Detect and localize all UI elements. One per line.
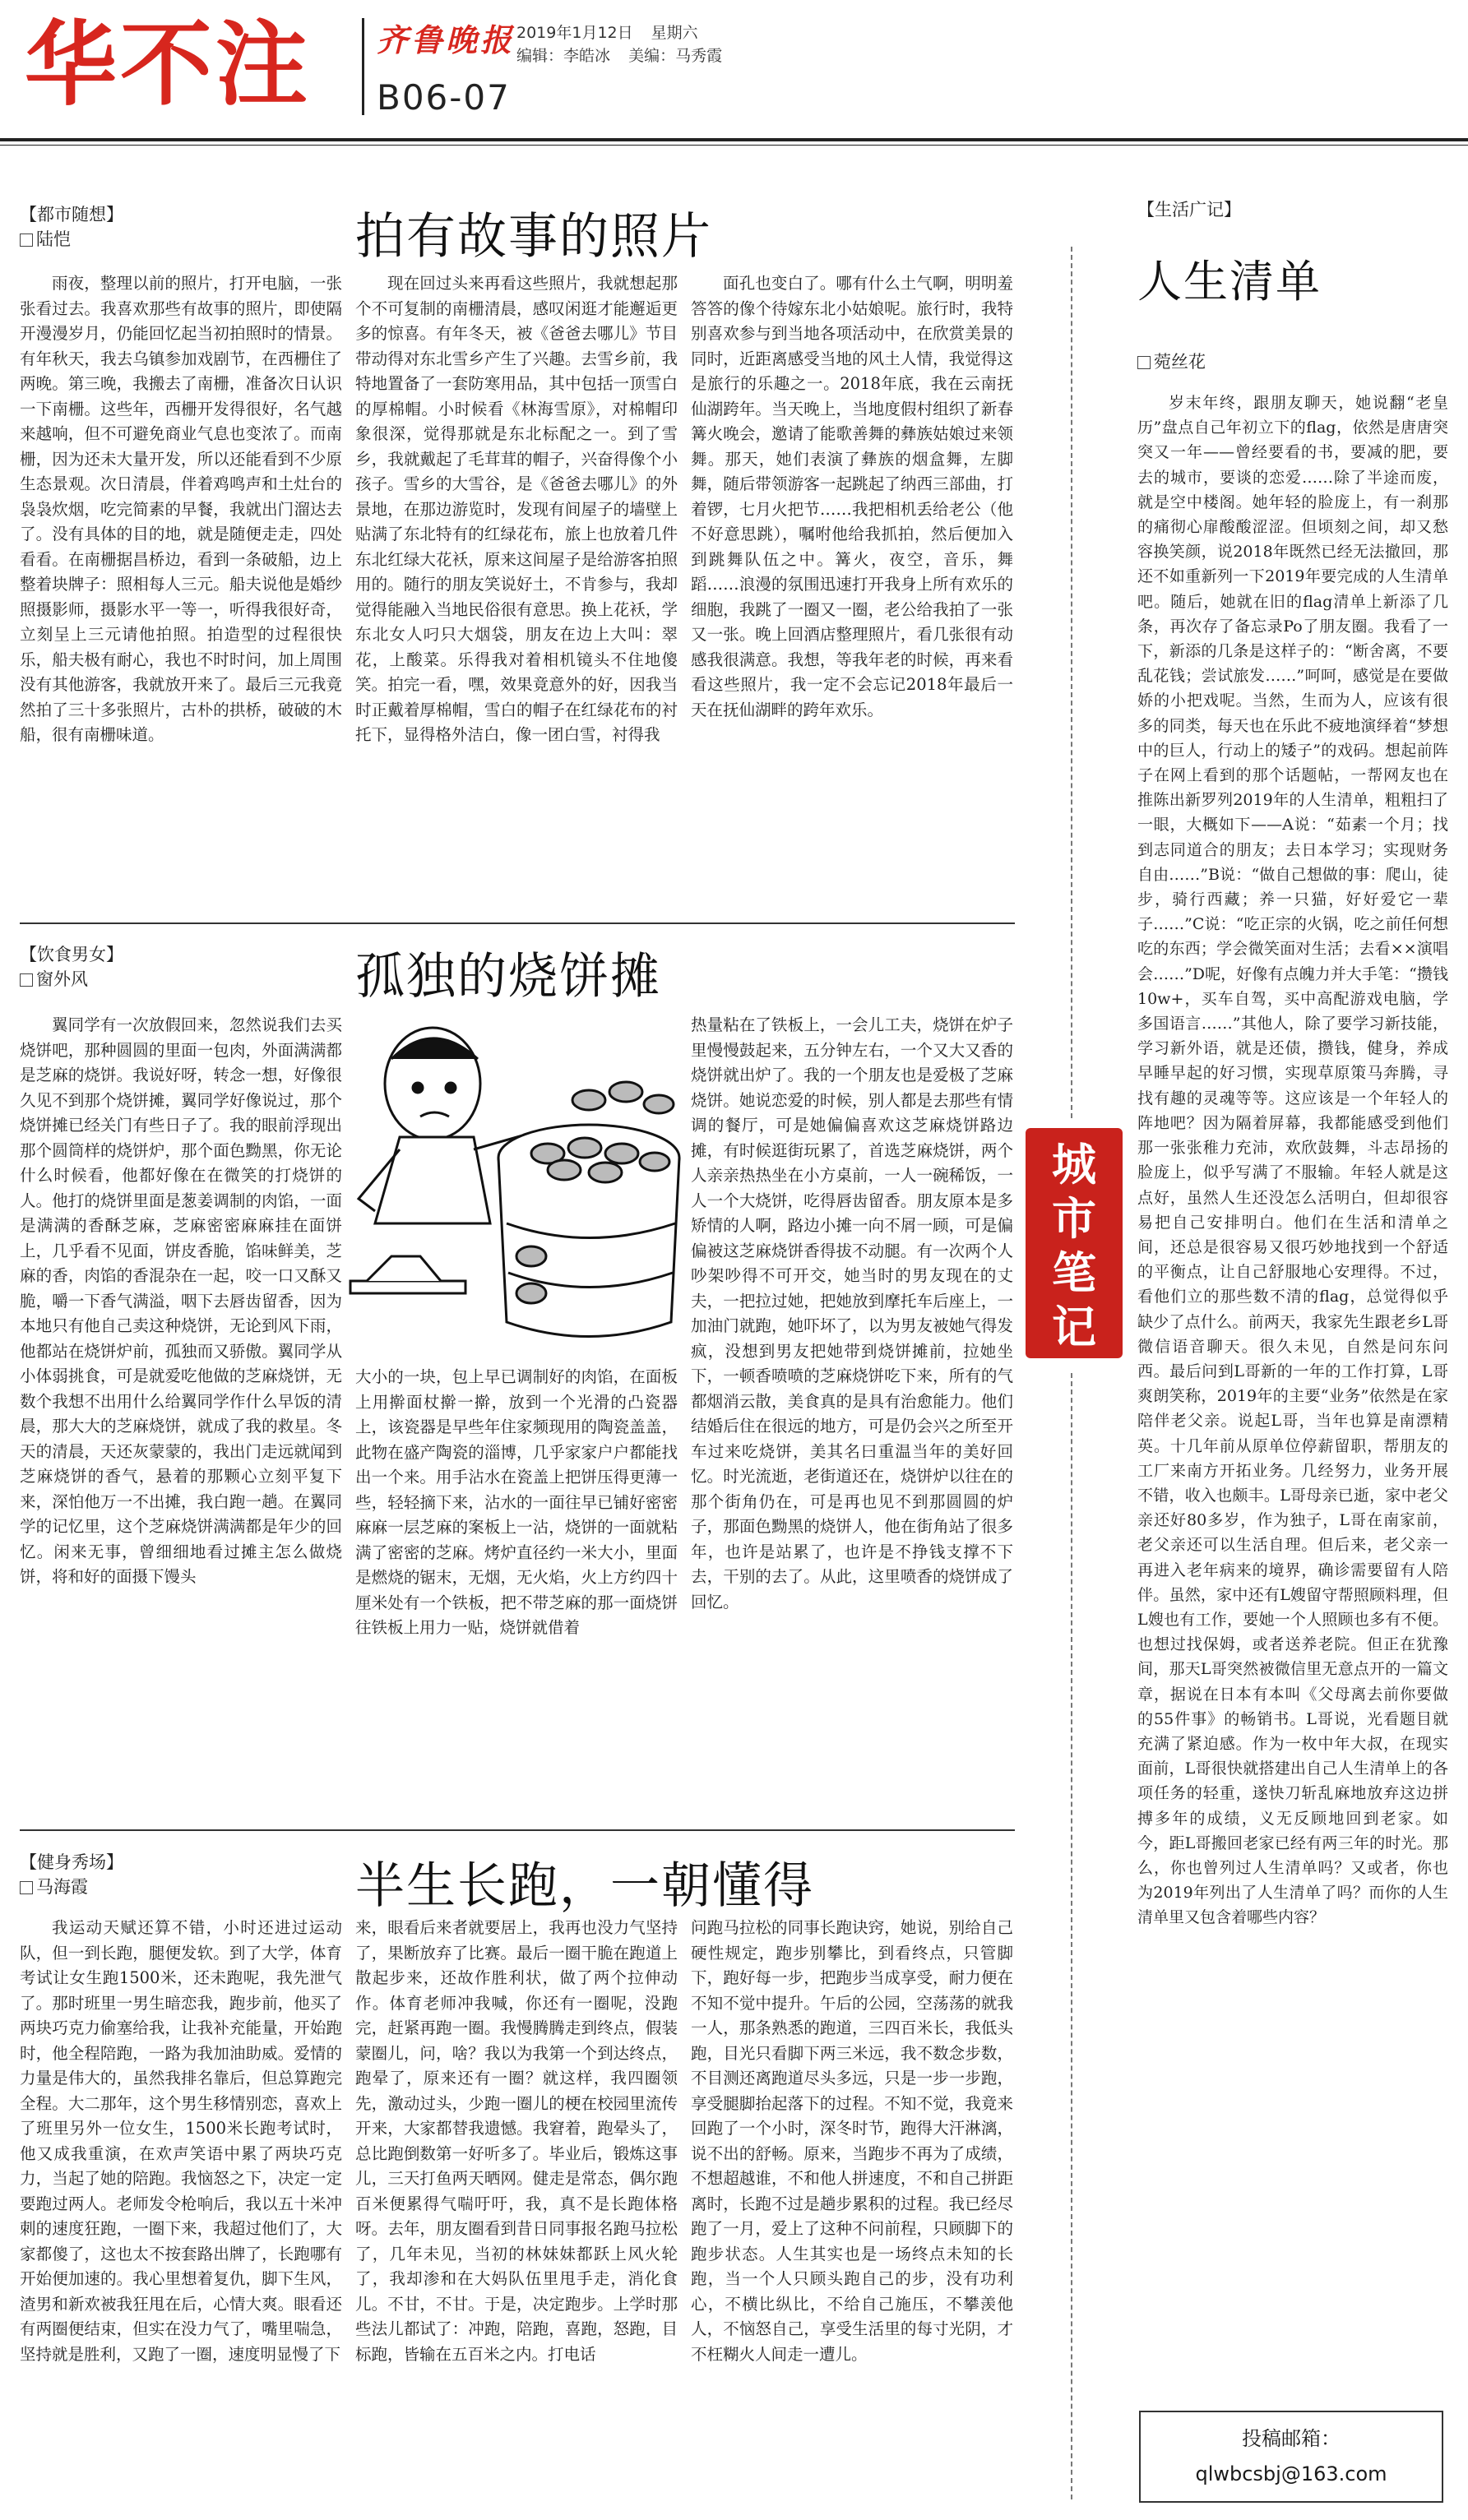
- article3-author: 马海霞: [20, 1875, 176, 1899]
- article2-text-col1: 翼同学有一次放假回来，忽然说我们去买烧饼吧，那种圆圆的里面一包肉，外面满满都是芝麻的烧饼。我说好呀，转念一想，好像很久见不到那个烧饼摊，翼同学好像说过，那个烧饼摊已经关门有些日子了。我的眼前浮现出那个圆筒样的烧饼炉，那个面色黝黑，你无论什么时候看，他都好像在在微笑的打烧饼的人。他打的烧饼里面是葱姜调制的肉馅，一面是满满的香酥芝麻，芝麻密密麻麻挂在面饼上，几乎看不见面，饼皮香脆，馅味鲜美，芝麻的香，肉馅的香混杂在一起，咬一口又酥又脆，嚼一下香气满溢，咽下去唇齿留香，因为本地只有他自己卖这种烧饼，无论到风下雨，他都站在烧饼炉前，孤独而又骄傲。翼同学从小体弱挑食，可是就爱吃他做的芝麻烧饼，无数个我想不出用什么给翼同学作什么早饭的清晨，那大大的芝麻烧饼，就成了我的救星。冬天的清晨，天还灰蒙蒙的，我出门走远就闻到芝麻烧饼的香气，悬着的那颗心立刻平复下来，深怕他万一不出摊，我白跑一趟。在翼同学的记忆里，这个芝麻烧饼满满都是年少的回忆。闲来无事，曾细细地看过摊主怎么做烧饼，将和好的面摄下馒头: [20, 1015, 342, 1586]
- masthead-meta: [516, 21, 735, 67]
- article2-byline: [20, 942, 176, 1000]
- section-title: 华不注: [25, 12, 311, 118]
- article3-text-col3: 问跑马拉松的同事长跑诀窍，她说，别给自己硬性规定，跑步别攀比，到看终点，只管脚下，跑好每一步，把跑步当成享受，耐力便在不知不觉中提升。午后的公园，空荡荡的就我一人，那条熟悉的跑道，三四百米长，我低头跑，目光只看脚下两三米远，我不数念步数，不目测还离跑道尽头多远，只是一步一步跑，享受腿脚抬起落下的过程。不知不觉，我竟来回跑了一个小时，深冬时节，跑得大汗淋漓，说不出的舒畅。原来，当跑步不再为了成绩，不想超越谁，不和他人拼速度，不和自己拼距离时，长跑不过是趟步累积的过程。我已经尽跑了一月，爱上了这种不问前程，只顾脚下的跑步状态。人生其实也是一场终点未知的长跑，当一个人只顾头跑自己的步，没有功利心，不横比纵比，不给自己施压，不攀羡他人，不恼怒自己，享受生活里的每寸光阴，才不枉糊火人间走一遭儿。: [691, 1918, 1013, 2364]
- article1-text-col2: 现在回过头来再看这些照片，我就想起那个不可复制的南栅清晨，感叹闲逛才能邂逅更多的惊喜。有年冬天，被《爸爸去哪儿》节目带动得对东北雪乡产生了兴趣。去雪乡前，我特地置备了一套防寒用品，其中包括一顶雪白的厚棉帽。小时候看《林海雪原》，对棉帽印象很深，觉得那就是东北标配之一。到了雪乡，我就戴起了毛茸茸的帽子，兴奋得像个小孩子。雪乡的大雪谷，是《爸爸去哪儿》的外景地，在那边游览时，发现有间屋子的墙壁上贴满了东北特有的红绿花布，旅上也放着几件东北红绿大花袄，原来这间屋子是给游客拍照用的。随行的朋友笑说好土，不肯参与，我却觉得能融入当地民俗很有意思。换上花袄，学东北女人叼只大烟袋，朋友在边上大叫：翠花，上酸菜。乐得我对着相机镜头不住地傻笑。拍完一看，嘿，效果竟意外的好，因我当时正戴着厚棉帽，雪白的帽子在红绿花布的衬托下，显得格外洁白，像一团白雪，衬得我: [355, 274, 678, 744]
- masthead-rule: [0, 138, 1468, 141]
- article2-author: 窗外风: [20, 967, 176, 992]
- submission-email[interactable]: qlwbcsbj@163.com: [1195, 2462, 1387, 2485]
- masthead-divider: [362, 18, 364, 115]
- article1-text-col3: 面孔也变白了。哪有什么土气啊，明明羞答答的像个待嫁东北小姑娘呢。旅行时，我特别喜欢参与到当地各项活动中，在欣赏美景的同时，近距离感受当地的风土人情，我觉得这是旅行的乐趣之一。2018年底，我在云南抚仙湖跨年。当天晚上，当地度假村组织了新春篝火晚会，邀请了能歌善舞的彝族姑娘过来领舞。那天，她们表演了彝族的烟盒舞，左脚舞，随后带领游客一起跳起了纳西三部曲，打着锣，七月火把节……我把相机丢给老公（他不好意思跳），嘱咐他给我抓拍，然后便加入到跳舞队伍之中。篝火，夜空，音乐，舞蹈……浪漫的氛围迅速打开我身上所有欢乐的细胞，我跳了一圈又一圈，老公给我拍了一张又一张。晚上回酒店整理照片，看几张很有动感我很满意。我想，等我年老的时候，再来看看这些照片，我一定不会忘记2018年最后一天在抚仙湖畔的跨年欢乐。: [691, 274, 1013, 719]
- side-headline: 人生清单: [1137, 256, 1322, 307]
- article2-column-tag: 【饮食男女】: [20, 945, 123, 964]
- article1-text-col1: 雨夜，整理以前的照片，打开电脑，一张张看过去。我喜欢那些有故事的照片，即使隔开漫漫岁月，仍能回忆起当初拍照时的情景。有年秋天，我去乌镇参加戏剧节，在西栅住了两晚。第三晚，我搬去了南栅，准备次日认识一下南栅。这些年，西栅开发得很好，名气越来越响，但不可避免商业气息也变浓了。而南栅，因为还未大量开发，所以还能看到不少原生态景观。次日清晨，伴着鸡鸣声和土灶台的袅袅炊烟，吃完简素的早餐，我就出门溜达去了。没有具体的目的地，就是随便走走，四处看看。在南栅据昌桥边，看到一条破船，边上整着块牌子：照相每人三元。船夫说他是婚纱照摄影师，摄影水平一等一，听得我很好奇，立刻呈上三元请他拍照。拍造型的过程很快乐，船夫极有耐心，我也不时时问，加上周围没有其他游客，我就放开来了。最后三元我竟然拍了三十多张照片，古朴的拱桥，破破的木船，很有南栅味道。: [20, 274, 342, 744]
- article2-headline: 孤独的烧饼摊: [355, 948, 661, 1006]
- article3-text-col1: 我运动天赋还算不错，小时还进过运动队，但一到长跑，腿便发软。到了大学，体育考试让女生跑1500米，还未跑呢，我先泄气了。那时班里一男生暗恋我，跑步前，他买了两块巧克力偷塞给我，让我补充能量，开始跑时，他全程陪跑，一路为我加油助威。爱情的力量是伟大的，虽然我排名靠后，但总算跑完全程。大二那年，这个男生移情别恋，喜欢上了班里另外一位女生，1500米长跑考试时，他又成我重演，在欢声笑语中累了两块巧克力，当起了她的陪跑。我恼怒之下，决定一定要跑过两人。老师发令枪响后，我以五十米冲刺的速度狂跑，一圈下来，我超过他们了，大家都傻了，这也太不按套路出牌了，长跑哪有开始便加速的。我心里想着复仇，脚下生风，渣男和新欢被我狂甩在后，心情大爽。眼看还有两圈便结束，但实在没力气了，嘴里喘急，坚持就是胜利，又跑了一圈，速度明显慢了下: [20, 1918, 342, 2364]
- author-box-icon: [20, 973, 33, 987]
- masthead: [0, 0, 1468, 140]
- side-column-tag: 【生活广记】: [1137, 200, 1241, 220]
- editor-credit: 编辑：李皓冰: [516, 47, 611, 65]
- article2-text-col2: 大小的一块，包上早已调制好的肉馅，在面板上用擀面杖擀一擀，放到一个光滑的凸瓷器上，该瓷器是早些年住家频现用的陶瓷盖盖，此物在盛产陶瓷的淄博，几乎家家户户都能找出一个来。用手沾水在瓷盖上把饼压得更薄一些，轻轻摘下来，沾水的一面往早已铺好密密麻麻一层芝麻的案板上一沾，烧饼的一面就粘满了密密的芝麻。烤炉直径约一米大小，里面是燃烧的锯末，无烟，无火焰，火上方约四十厘米处有一个铁板，把不带芝麻的那一面烧饼往铁板上用力一贴，烧饼就借着: [355, 1367, 678, 1637]
- article3-byline: [20, 1850, 176, 1907]
- article1-column-tag: 【都市随想】: [20, 205, 123, 224]
- paper-name-logo: 齐鲁晚报: [377, 21, 516, 58]
- side-column-tag-wrap: [1137, 197, 1302, 222]
- article1-byline: [20, 202, 176, 260]
- author-box-icon: [1137, 356, 1151, 369]
- submission-label: 投稿邮箱：: [1242, 2427, 1341, 2450]
- shaobing-vendor-illustration: [342, 1010, 683, 1355]
- article1-author: 陆恺: [20, 227, 176, 252]
- issue-date: 2019年1月12日: [516, 24, 633, 42]
- article3-headline: 半生长跑，一朝懂得: [355, 1857, 814, 1915]
- column-divider-top: [1071, 247, 1072, 1118]
- page-code: B06-07: [377, 77, 511, 118]
- article2-text-col3: 热量粘在了铁板上，一会儿工夫，烧饼在炉子里慢慢鼓起来，五分钟左右，一个又大又香的烧饼就出炉了。我的一个朋友也是爱极了芝麻烧饼。她说恋爱的时候，别人都是去那些有情调的餐厅，可是她偏偏喜欢这芝麻烧饼路边摊，有时候逛街玩累了，首选芝麻烧饼，两个人亲亲热热坐在小方桌前，一人一碗稀饭，一人一个大烧饼，吃得唇齿留香。朋友原本是多矫情的人啊，路边小摊一向不屑一顾，可是偏偏被这芝麻烧饼香得拔不动腿。有一次两个人吵架吵得不可开交，她当时的男友现在的丈夫，一把拉过她，把她放到摩托车后座上，一加油门就跑，她吓坏了，以为男友被她气得发疯，没想到男友把她带到烧饼摊前，拉她坐下，一顿香喷喷的芝麻烧饼吃下来，所有的气都烟消云散，美食真的是具有治愈能力。他们结婚后住在很远的地方，可是仍会兴之所至开车过来吃烧饼，美其名曰重温当年的美好回忆。时光流逝，老街道还在，烧饼炉以往在的那个街角仍在，可是再也见不到那圆圆的炉子，那面色黝黑的烧饼人，他在街角站了很多年，也许是站累了，也许是不挣钱支撑不下去，干别的去了。从此，这里喷香的烧饼成了回忆。: [691, 1015, 1013, 1611]
- article1-separator: [20, 922, 1015, 924]
- masthead-rule-thin: [0, 145, 1468, 146]
- side-author: 菀丝花: [1137, 349, 1302, 374]
- side-byline: [1137, 349, 1302, 382]
- side-text: 岁末年终，跟朋友聊天，她说翻“老皇历”盘点自己年初立下的flag，依然是唐唐突突又一年——曾经要看的书，要减的肥，要去的城市，要谈的恋爱……除了半途而废，就是空中楼阁。她年轻的脸庞上，有一刹那的痛彻心扉酸酸涩涩。但顷刻之间，却又愁容换笑颜，说2018年既然已经无法撤回，那还不如重新列一下2019年要完成的人生清单吧。随后，她就在旧的flag清单上新添了几条，再次存了备忘录Po了朋友圈。我看了一下，新添的几条是这样子的：“断舍离，不要乱花钱；尝试旅发……”呵呵，感觉是在要做娇的小把戏呢。当然，生而为人，应该有很多的同类，每天也在乐此不疲地演绎着“梦想中的巨人，行动上的矮子”的戏码。想起前阵子在网上看到的那个话题帖，一帮网友也在推陈出新罗列2019年的人生清单，粗粗扫了一眼，大概如下——A说：“茹素一个月；找到志同道合的朋友；去日本学习；实现财务自由……”B说：“做自己想做的事：爬山，徒步，骑行西藏；养一只猫，好好爱它一辈子……”C说：“吃正宗的火锅，吃之前任何想吃的东西；学会微笑面对生活；去看××演唱会……”D呢，好像有点魄力并大手笔：“攒钱10w+，买车自驾，买中高配游戏电脑，学多国语言……”其他人，除了要学习新技能，学习新外语，就是还债，攒钱，健身，养成早睡早起的好习惯，实现草原策马奔腾，寻找有趣的灵魂等等。这应该是一个年轻人的阵地吧？因为隔着屏幕，我都能感受到他们那一张张稚力充沛，欢欣鼓舞，斗志昂扬的脸庞上，似乎写满了不服输。年轻人就是这点好，虽然人生还没怎么活明白，但却很容易把自己安排明白。他们在生活和清单之间，还总是很容易又很巧妙地找到一个舒适的平衡点，让自己舒服地心安理得。不过，看他们立的那些数不清的flag，总觉得似乎缺少了点什么。前两天，我家先生跟老乡L哥微信语音聊天。很久未见，自然是问东问西。最后问到L哥新的一年的工作打算，L哥爽朗笑称，2019年的主要“业务”依然是在家陪伴老父亲。说起L哥，当年也算是南漂精英。十几年前从原单位停薪留职，帮朋友的工厂来南方开拓业务。几经努力，业务开展不错，收入也颇丰。L哥母亲已逝，家中老父亲还好80多岁，作为独子，L哥在南家前，老父亲还可以生活自理。但后来，老父亲一再进入老年病来的境界，确诊需要留有人陪伴。虽然，家中还有L嫂留守帮照顾料理，但L嫂也有工作，要她一个人照顾也多有不便。也想过找保姆，或者送养老院。但正在犹豫间，那天L哥突然被微信里无意点开的一篇文章，据说在日本有本叫《父母离去前你要做的55件事》的畅销书。L哥说，光看题目就充满了紧迫感。作为一枚中年大叔，在现实面前，L哥很快就搭建出自己人生清单上的各项任务的轻重，遂快刀斩乱麻地放弃这边拼搏多年的成绩，义无反顾地回到老家。如今，距L哥搬回老家已经有两三年的时光。那么，你也曾列过人生清单吗？又或者，你也为2019年列出了人生清单了吗？而你的人生清单里又包含着哪些内容？: [1137, 394, 1448, 1927]
- author-box-icon: [20, 234, 33, 247]
- city-notes-stamp: 城 市 笔 记: [1026, 1128, 1123, 1358]
- column-divider-bottom: [1071, 1373, 1072, 2499]
- issue-weekday: 星期六: [651, 24, 698, 42]
- submission-box: [1139, 2411, 1443, 2503]
- article1-headline: 拍有故事的照片: [355, 208, 712, 266]
- author-box-icon: [20, 1881, 33, 1894]
- article3-text-col2: 来，眼看后来者就要居上，我再也没力气坚持了，果断放弃了比赛。最后一圈干脆在跑道上散起步来，还故作胜利状，做了两个拉伸动作。体育老师冲我喊，你还有一圈呢，没跑完，赶紧再跑一圈。我慢腾腾走到终点，假装蒙圈儿，问，啥？我以为我第一个到达终点，跑晕了，原来还有一圈？就这样，我四圈领先，激动过头，少跑一圈儿的梗在校园里流传开来，大家都替我遗憾。我窘着，跑晕头了，总比跑倒数第一好听多了。毕业后，锻炼这事儿，三天打鱼两天晒网。健走是常态，偶尔跑百米便累得气喘吁吁，我，真不是长跑体格呀。去年，朋友圈看到昔日同事报名跑马拉松了，几年未见，当初的林妹妹都跃上风火轮了，我却渗和在大妈队伍里甩手走，消化食儿。不甘，不甘。于是，决定跑步。上学时那些法儿都试了：冲跑，陪跑，喜跑，怒跑，目标跑，皆输在五百米之内。打电话: [355, 1918, 678, 2364]
- art-editor-credit: 美编：马秀霞: [628, 47, 723, 65]
- article2-separator: [20, 1829, 1015, 1831]
- article3-column-tag: 【健身秀场】: [20, 1852, 123, 1872]
